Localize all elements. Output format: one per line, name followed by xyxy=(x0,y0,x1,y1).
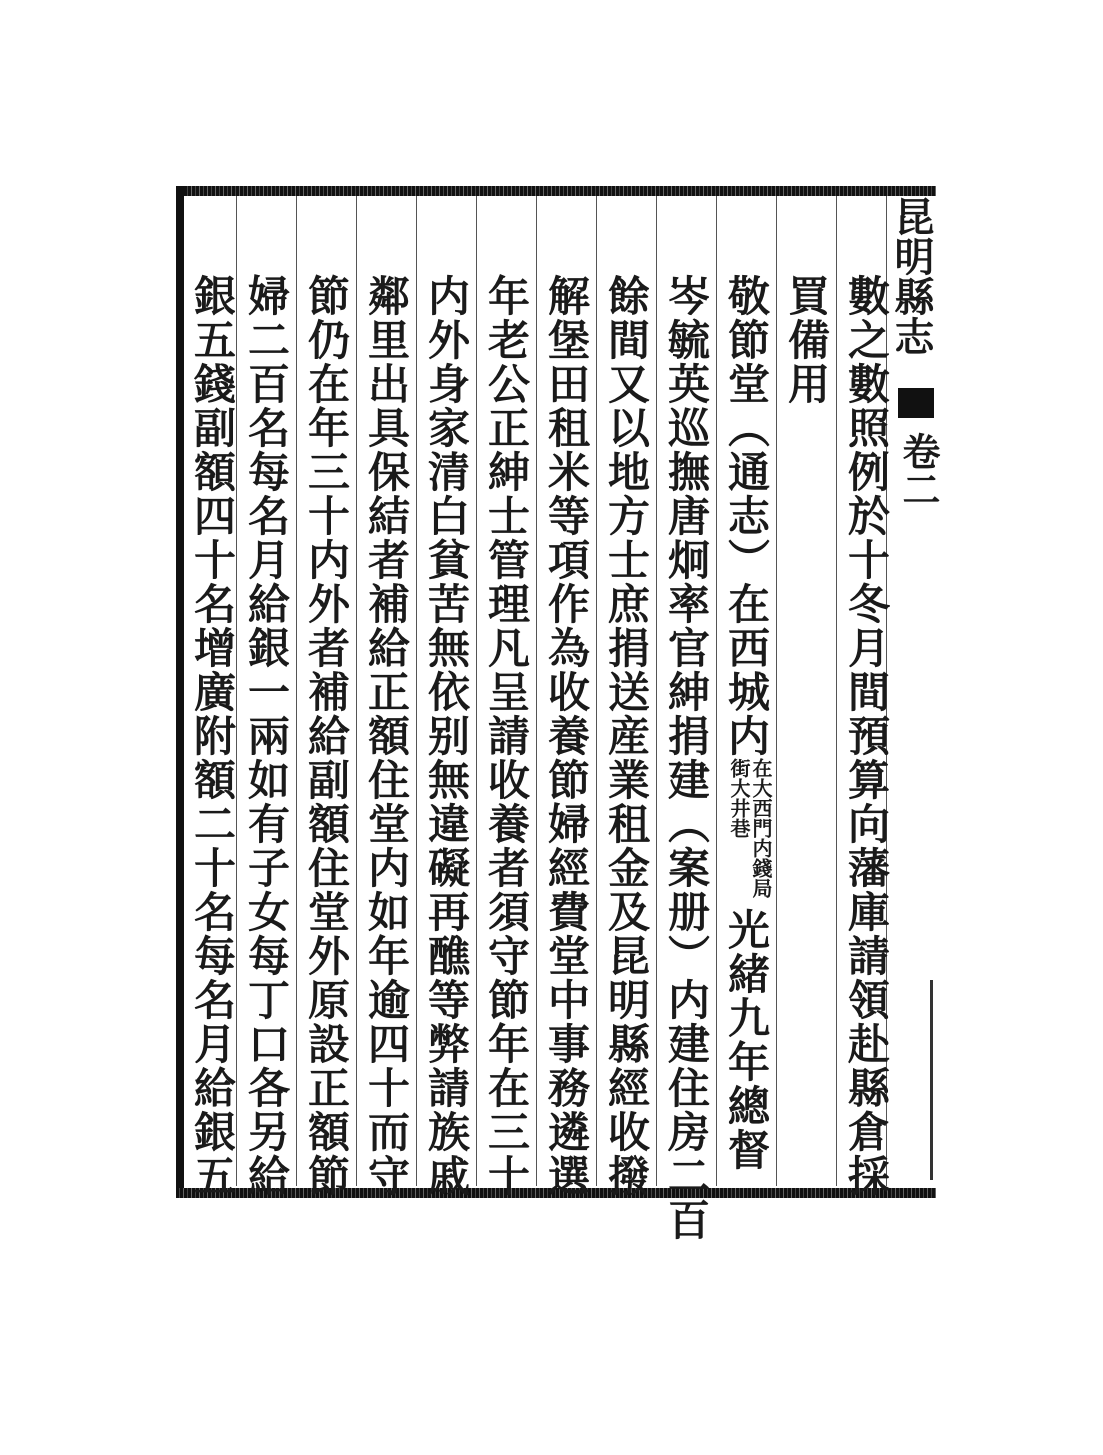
text-column-4: 岑毓英巡撫唐炯率官紳捐建（案册）内建住房二百 xyxy=(662,274,711,1242)
left-border-rule xyxy=(176,186,184,1198)
column-divider xyxy=(536,196,537,1186)
column-3-trailing-text: 光緒九年總督 xyxy=(722,908,771,1172)
page-frame xyxy=(176,186,936,1242)
column-3-main-text: 敬節堂（通志）在西城内 xyxy=(722,274,771,758)
column-divider xyxy=(596,196,597,1186)
column-divider xyxy=(836,196,837,1186)
text-column-10: 節仍在年三十内外者補給副額住堂外原設正額節 xyxy=(302,274,351,1198)
column-divider xyxy=(716,196,717,1186)
column-divider xyxy=(776,196,777,1186)
text-column-3 xyxy=(720,274,772,1172)
text-column-11: 婦二百名每名月給銀一兩如有子女每丁口各另給 xyxy=(242,274,291,1198)
text-column-12: 銀五錢副額四十名增廣附額二十名每名月給銀五 xyxy=(188,274,237,1198)
column-divider xyxy=(476,196,477,1186)
location-annotation: 在大西門内錢局街大井巷 xyxy=(727,758,773,898)
column-divider xyxy=(656,196,657,1186)
text-column-6: 解堡田租米等項作為收養節婦經費堂中事務遴選 xyxy=(542,274,591,1198)
column-divider xyxy=(416,196,417,1186)
text-column-2: 買備用 xyxy=(782,274,831,406)
column-divider xyxy=(296,196,297,1186)
text-column-9: 鄰里出具保結者補給正額住堂内如年逾四十而守 xyxy=(362,274,411,1198)
text-column-7: 年老公正紳士管理凡呈請收養者須守節年在三十 xyxy=(482,274,531,1198)
column-divider xyxy=(356,196,357,1186)
text-column-5: 餘間又以地方士庶捐送産業租金及昆明縣經收撥 xyxy=(602,274,651,1198)
margin-rule xyxy=(930,980,933,1180)
top-border-rule xyxy=(176,186,936,196)
fish-tail-mark xyxy=(898,388,934,418)
text-column-8: 内外身家清白貧苦無依别無違礙再醮等弊請族戚 xyxy=(422,274,471,1198)
text-column-1: 數之數照例於十冬月間預算向藩庫請領赴縣倉採 xyxy=(842,274,891,1198)
volume-number-margin: 卷二 xyxy=(896,432,941,508)
book-title-margin: 昆明縣志 xyxy=(888,196,935,356)
